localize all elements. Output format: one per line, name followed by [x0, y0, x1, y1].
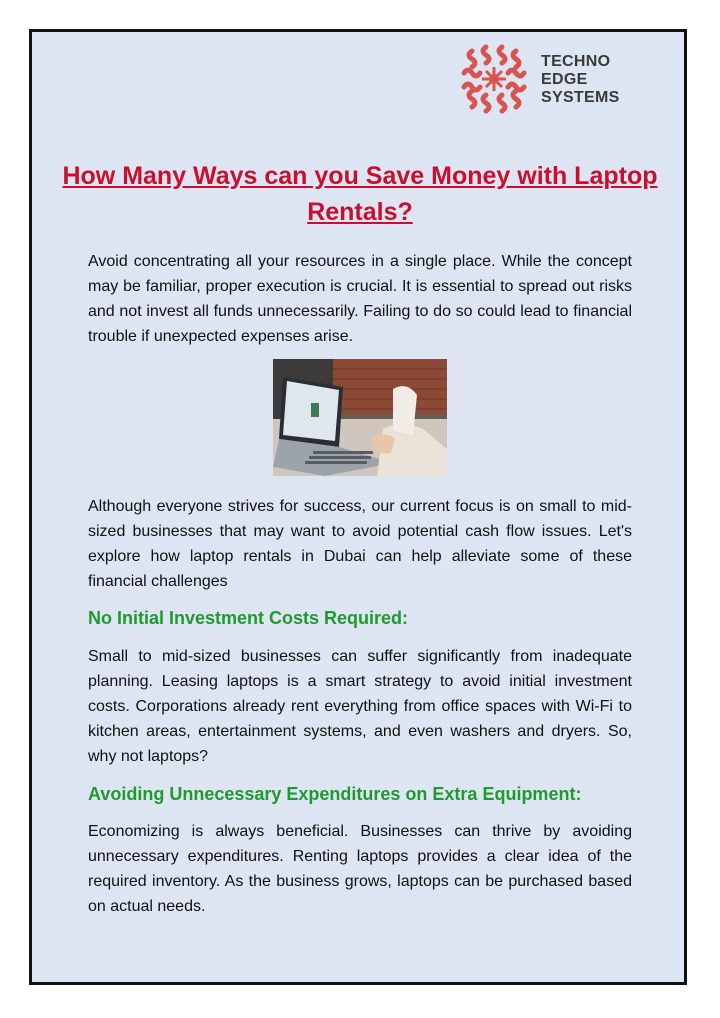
section-body-initial-costs: Small to mid-sized businesses can suffer significantly from inadequate planning. Leasing laptops is a smart strategy to avoid initial investment costs. Corporations already rent everything from office spaces with Wi-Fi to kitchen areas, entertainment systems, and even washers and dryers. So, why not laptops?	[88, 648, 632, 765]
intro-paragraph: Avoid concentrating all your resources in a single place. While the concept may be familiar, proper execution is crucial. It is essential to spread out risks and not invest all funds unnecessarily. Failing to do so could lead to financial trouble if unexpected expenses arise.	[88, 253, 632, 345]
logo-wordmark	[541, 53, 620, 107]
company-logo	[458, 43, 638, 118]
page-title: How Many Ways can you Save Money with Laptop Rentals?	[62, 162, 658, 226]
section-body-expenditures: Economizing is always beneficial. Businesses can thrive by avoiding unnecessary expenditures. Renting laptops provides a clear idea of the required inventory. As the business grows, laptops can be purchased based on actual needs.	[88, 823, 632, 915]
section-heading-expenditures: Avoiding Unnecessary Expenditures on Extra Equipment:	[88, 784, 582, 804]
section-heading-initial-costs: No Initial Investment Costs Required:	[88, 608, 409, 628]
logo-line-3: SYSTEMS	[541, 89, 620, 106]
focus-paragraph: Although everyone strives for success, our current focus is on small to mid-sized businesses that may want to avoid potential cash flow issues. Let's explore how laptop rentals in Dubai can help alleviate some of these financial challenges	[88, 498, 632, 590]
laptop-photo	[273, 359, 447, 476]
logo-line-2: EDGE	[541, 71, 588, 88]
techno-edge-logo-icon	[458, 43, 530, 115]
logo-line-1: TECHNO	[541, 53, 611, 70]
